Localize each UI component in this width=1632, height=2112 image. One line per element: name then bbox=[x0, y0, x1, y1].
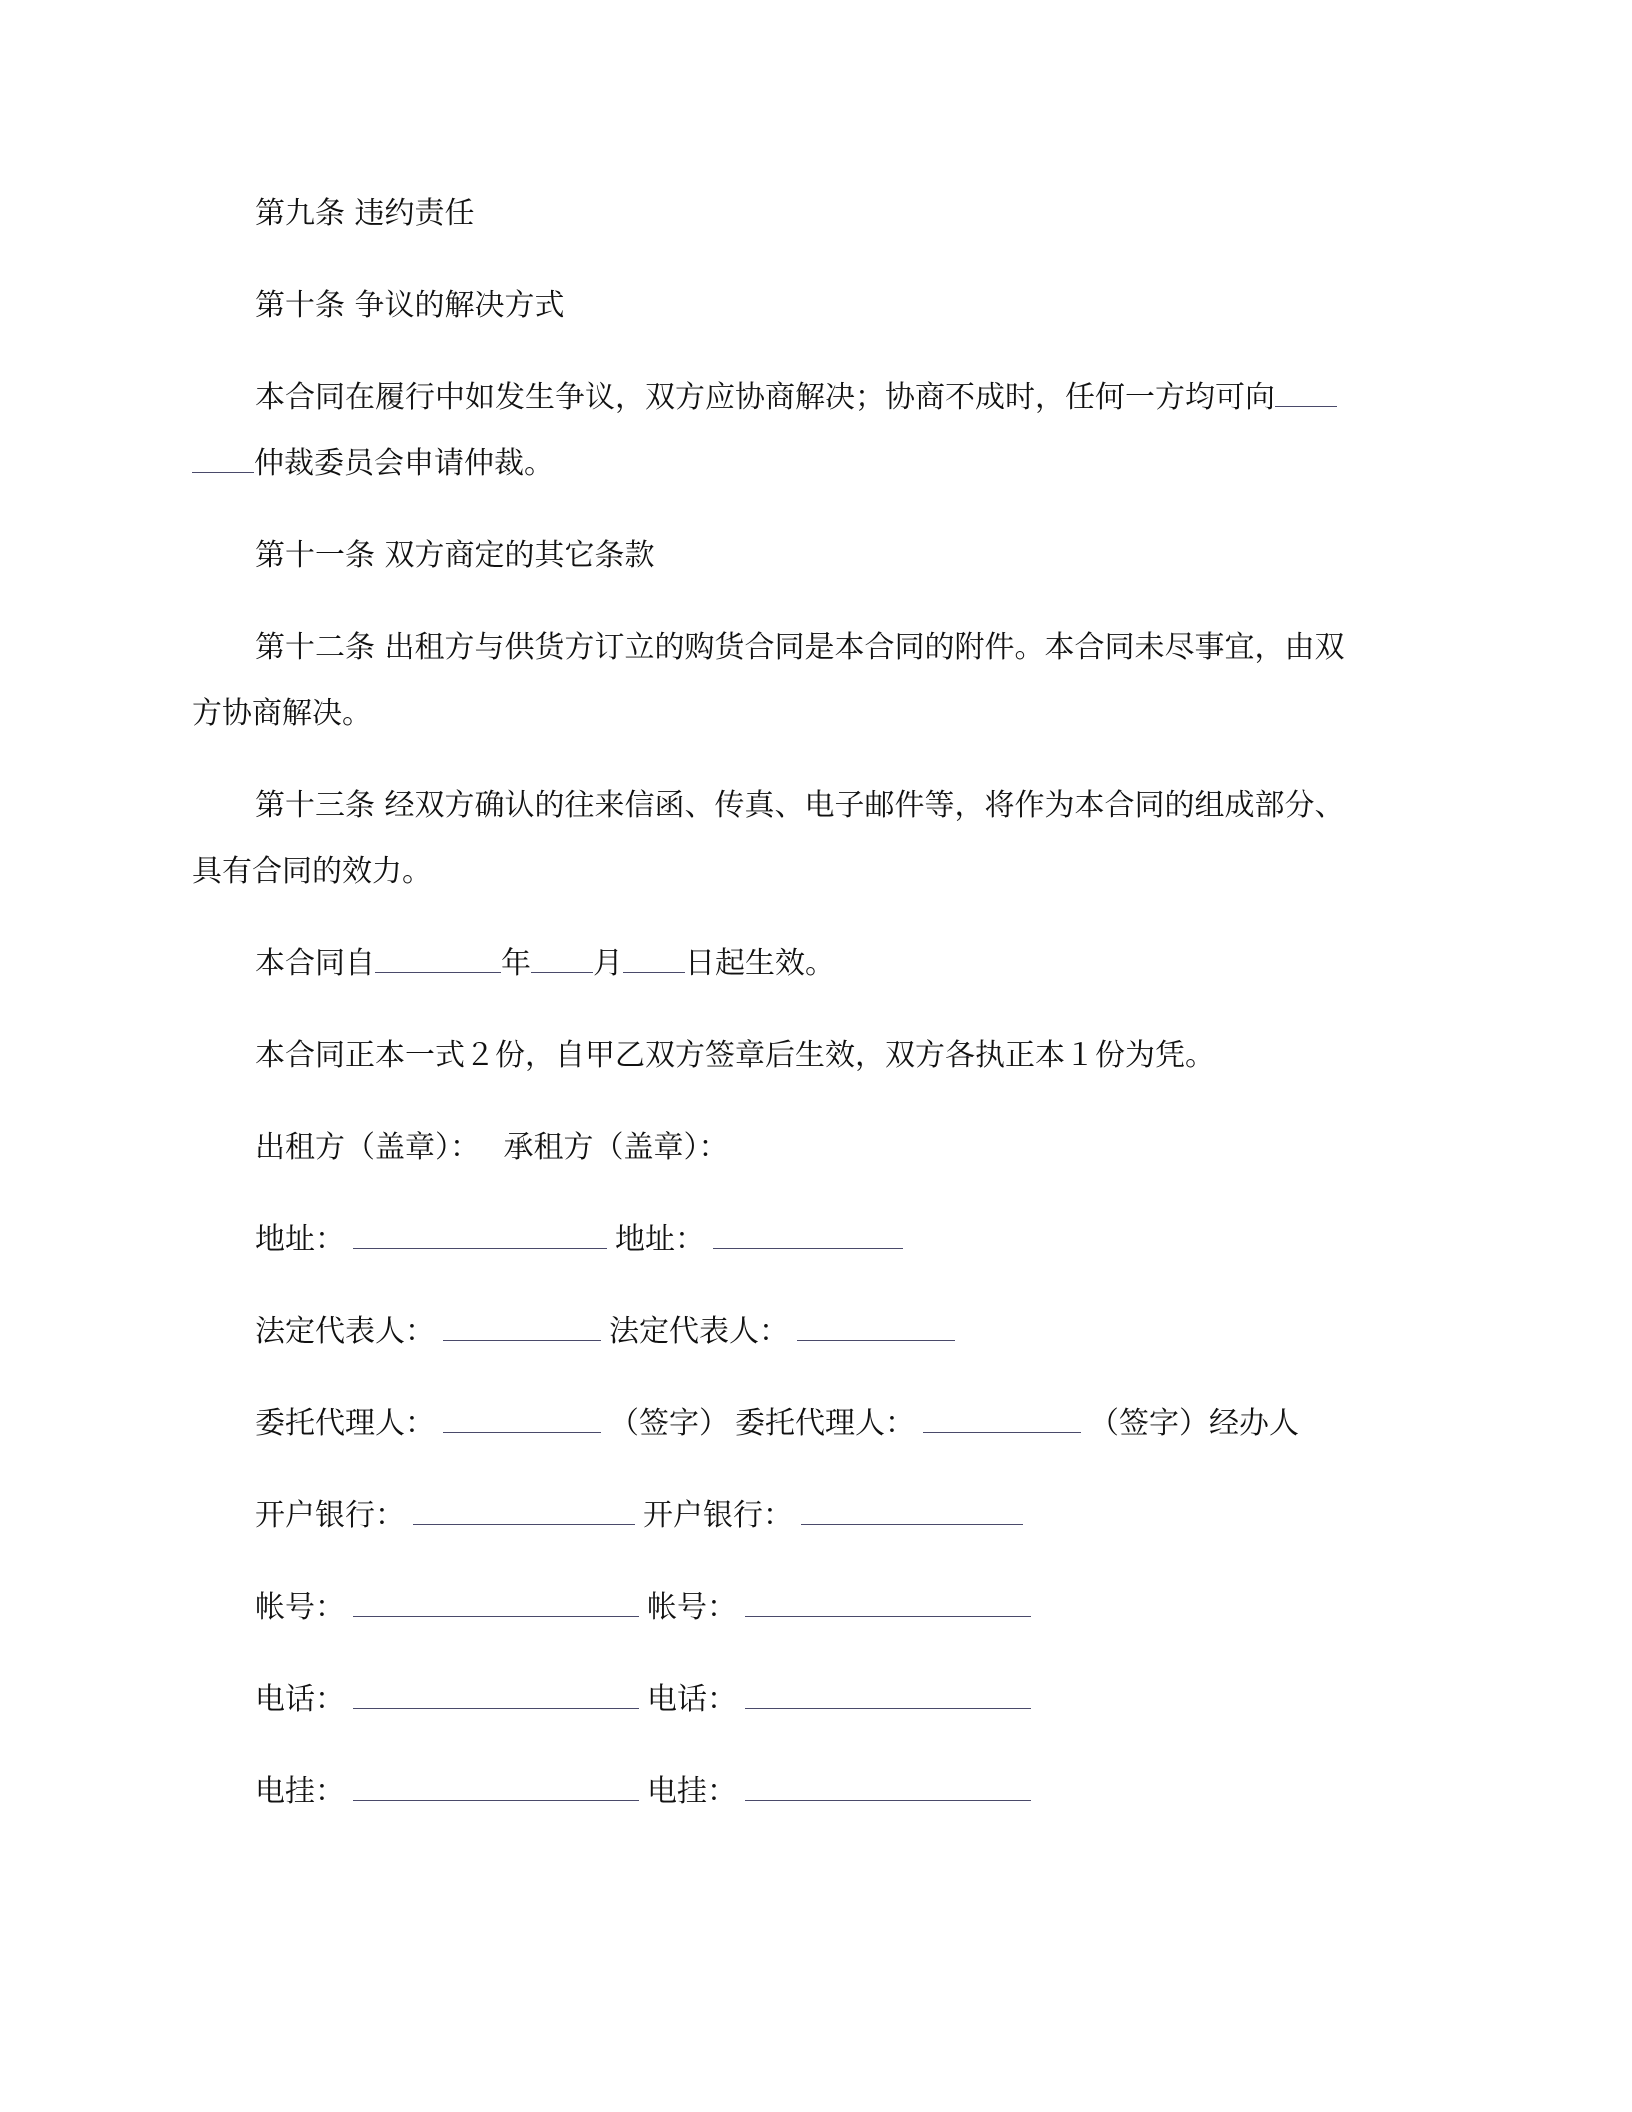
effective-prefix: 本合同自 bbox=[255, 946, 375, 981]
lessee-account-field[interactable] bbox=[745, 1590, 1031, 1617]
dispute-text-1: 本合同在履行中如发生争议，双方应协商解决；协商不成时，任何一方均可向 bbox=[255, 380, 1275, 415]
dispute-paragraph-line2 bbox=[192, 442, 554, 486]
lessor-bank-label: 开户银行： bbox=[255, 1498, 405, 1533]
effective-year-label: 年 bbox=[501, 946, 531, 981]
lessee-address-label: 地址： bbox=[615, 1222, 705, 1257]
article-12-line1: 第十二条 出租方与供货方订立的购货合同是本合同的附件。本合同未尽事宜，由双 bbox=[255, 630, 1345, 665]
arbitration-blank-2[interactable] bbox=[192, 446, 254, 473]
effective-date-line bbox=[255, 942, 835, 986]
effective-month-blank[interactable] bbox=[531, 946, 593, 973]
lessor-telex-field[interactable] bbox=[353, 1774, 639, 1801]
article-13-line1: 第十三条 经双方确认的往来信函、传真、电子邮件等，将作为本合同的组成部分、 bbox=[255, 788, 1345, 823]
account-line bbox=[255, 1586, 1039, 1630]
lessor-address-label: 地址： bbox=[255, 1222, 345, 1257]
lessor-address-field[interactable] bbox=[353, 1222, 607, 1249]
effective-day-blank[interactable] bbox=[623, 946, 685, 973]
lessee-legal-rep-label: 法定代表人： bbox=[609, 1314, 789, 1349]
lessee-address-field[interactable] bbox=[713, 1222, 903, 1249]
lessee-telex-label: 电挂： bbox=[647, 1774, 737, 1809]
lessee-agent-field[interactable] bbox=[923, 1406, 1081, 1433]
lessee-account-label: 帐号： bbox=[647, 1590, 737, 1625]
lessor-seal-label: 出租方（盖章）： bbox=[255, 1130, 480, 1165]
parties-seal-line bbox=[255, 1126, 729, 1170]
lessee-phone-label: 电话： bbox=[647, 1682, 737, 1717]
lessor-phone-label: 电话： bbox=[255, 1682, 345, 1717]
lessor-telex-label: 电挂： bbox=[255, 1774, 345, 1809]
telex-line bbox=[255, 1770, 1039, 1814]
effective-day-label: 日起生效。 bbox=[685, 946, 835, 981]
legal-rep-line bbox=[255, 1310, 963, 1354]
dispute-text-2: 仲裁委员会申请仲裁。 bbox=[254, 446, 554, 481]
handler-label: 经办人 bbox=[1209, 1406, 1299, 1441]
lessee-agent-label: 委托代理人： bbox=[735, 1406, 915, 1441]
arbitration-blank-1[interactable] bbox=[1275, 380, 1337, 407]
address-line bbox=[255, 1218, 911, 1262]
article-10-heading: 第十条 争议的解决方式 bbox=[255, 288, 565, 323]
lessor-legal-rep-label: 法定代表人： bbox=[255, 1314, 435, 1349]
lessor-account-field[interactable] bbox=[353, 1590, 639, 1617]
lessor-legal-rep-field[interactable] bbox=[443, 1314, 601, 1341]
lessee-telex-field[interactable] bbox=[745, 1774, 1031, 1801]
lessee-bank-field[interactable] bbox=[801, 1498, 1023, 1525]
lessee-phone-field[interactable] bbox=[745, 1682, 1031, 1709]
lessor-phone-field[interactable] bbox=[353, 1682, 639, 1709]
dispute-paragraph-line1 bbox=[255, 376, 1337, 420]
lessee-legal-rep-field[interactable] bbox=[797, 1314, 955, 1341]
lessee-bank-label: 开户银行： bbox=[643, 1498, 793, 1533]
phone-line bbox=[255, 1678, 1039, 1722]
lessee-signature-label: （签字） bbox=[1089, 1406, 1209, 1441]
effective-month-label: 月 bbox=[593, 946, 623, 981]
lessor-bank-field[interactable] bbox=[413, 1498, 635, 1525]
agent-line bbox=[255, 1402, 1299, 1446]
lessor-account-label: 帐号： bbox=[255, 1590, 345, 1625]
article-11-heading: 第十一条 双方商定的其它条款 bbox=[255, 538, 655, 573]
bank-line bbox=[255, 1494, 1031, 1538]
effective-year-blank[interactable] bbox=[375, 946, 501, 973]
lessor-agent-label: 委托代理人： bbox=[255, 1406, 435, 1441]
lessee-seal-label: 承租方（盖章）： bbox=[503, 1130, 729, 1165]
lessor-agent-field[interactable] bbox=[443, 1406, 601, 1433]
lessor-signature-label: （签字） bbox=[609, 1406, 729, 1441]
copies-clause: 本合同正本一式２份，自甲乙双方签章后生效，双方各执正本１份为凭。 bbox=[255, 1038, 1215, 1073]
article-12-line2: 方协商解决。 bbox=[192, 696, 372, 731]
article-13-line2: 具有合同的效力。 bbox=[192, 854, 432, 889]
article-9-heading: 第九条 违约责任 bbox=[255, 196, 475, 231]
